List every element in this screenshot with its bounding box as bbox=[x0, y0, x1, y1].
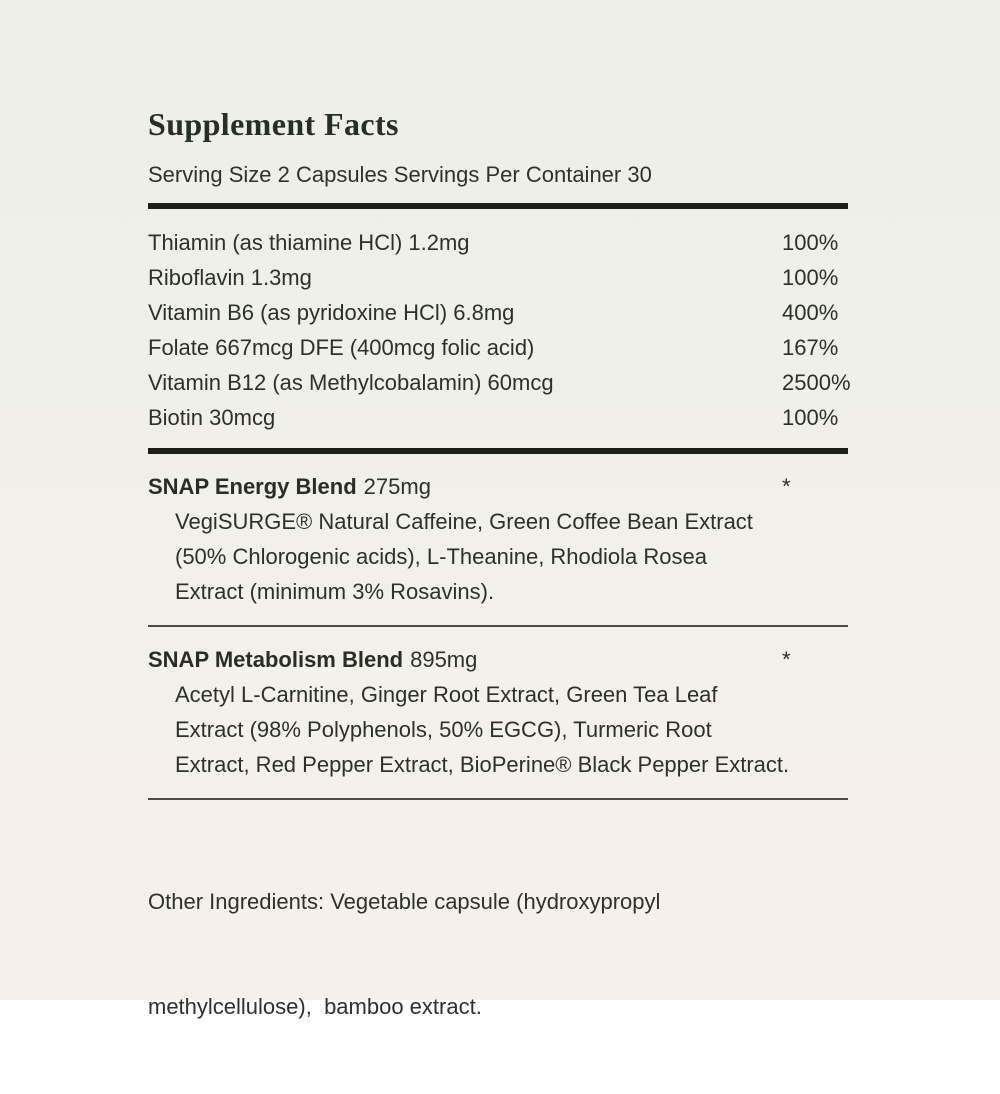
other-ingredients-line: methylcellulose), bamboo extract. bbox=[148, 994, 482, 1019]
serving-info: Serving Size 2 Capsules Servings Per Container 30 bbox=[148, 162, 652, 187]
nutrient-table bbox=[148, 209, 851, 448]
nutrient-row bbox=[148, 225, 848, 260]
nutrient-row bbox=[148, 400, 848, 435]
divider-light bbox=[148, 798, 848, 800]
nutrient-name: Vitamin B6 (as pyridoxine HCl) 6.8mg bbox=[148, 300, 515, 325]
blend-ingredients-line: VegiSURGE® Natural Caffeine, Green Coffee Bean Extract bbox=[175, 509, 753, 534]
panel-title: Supplement Facts bbox=[148, 106, 399, 142]
blend-header-row bbox=[148, 469, 848, 504]
nutrient-daily-value: 100% bbox=[782, 230, 839, 255]
nutrient-name: Thiamin (as thiamine HCl) 1.2mg bbox=[148, 230, 470, 255]
blend-ingredients bbox=[148, 504, 848, 609]
blend-daily-value-asterisk: * bbox=[782, 647, 791, 672]
nutrient-name: Vitamin B12 (as Methylcobalamin) 60mcg bbox=[148, 370, 554, 395]
nutrient-name: Folate 667mcg DFE (400mcg folic acid) bbox=[148, 335, 535, 360]
nutrient-daily-value: 400% bbox=[782, 300, 839, 325]
nutrient-daily-value: 100% bbox=[782, 265, 839, 290]
nutrient-name: Riboflavin 1.3mg bbox=[148, 265, 312, 290]
nutrient-daily-value: 100% bbox=[782, 405, 839, 430]
blend-section-energy bbox=[148, 469, 848, 609]
blend-ingredients-line: Extract (minimum 3% Rosavins). bbox=[175, 579, 495, 604]
divider-light bbox=[148, 625, 848, 627]
blend-amount: 275mg bbox=[363, 474, 431, 499]
blend-ingredients-line: Extract (98% Polyphenols, 50% EGCG), Turmeric Root bbox=[175, 717, 712, 742]
supplement-facts-panel bbox=[148, 0, 851, 1094]
blend-ingredients-line: Extract, Red Pepper Extract, BioPerine® Black Pepper Extract. bbox=[175, 752, 790, 777]
blend-section-metabolism bbox=[148, 642, 848, 782]
other-ingredients bbox=[148, 814, 848, 1094]
blend-daily-value-asterisk: * bbox=[782, 474, 791, 499]
blend-name: SNAP Metabolism Blend bbox=[148, 647, 404, 672]
blend-ingredients-line: Acetyl L-Carnitine, Ginger Root Extract, Green Tea Leaf bbox=[175, 682, 718, 707]
nutrient-row bbox=[148, 365, 851, 400]
blend-ingredients-line: (50% Chlorogenic acids), L-Theanine, Rhodiola Rosea bbox=[175, 544, 707, 569]
nutrient-daily-value: 167% bbox=[782, 335, 839, 360]
divider-heavy-bottom bbox=[148, 448, 848, 454]
other-ingredients-line: Other Ingredients: Vegetable capsule (hydroxypropyl bbox=[148, 889, 661, 914]
nutrient-row bbox=[148, 295, 848, 330]
nutrient-row bbox=[148, 330, 848, 365]
blend-ingredients bbox=[148, 677, 848, 782]
nutrient-daily-value: 2500% bbox=[782, 370, 851, 395]
blend-name: SNAP Energy Blend bbox=[148, 474, 357, 499]
nutrient-row bbox=[148, 260, 848, 295]
nutrient-name: Biotin 30mcg bbox=[148, 405, 276, 430]
blend-header-row bbox=[148, 642, 848, 677]
blend-amount: 895mg bbox=[410, 647, 478, 672]
